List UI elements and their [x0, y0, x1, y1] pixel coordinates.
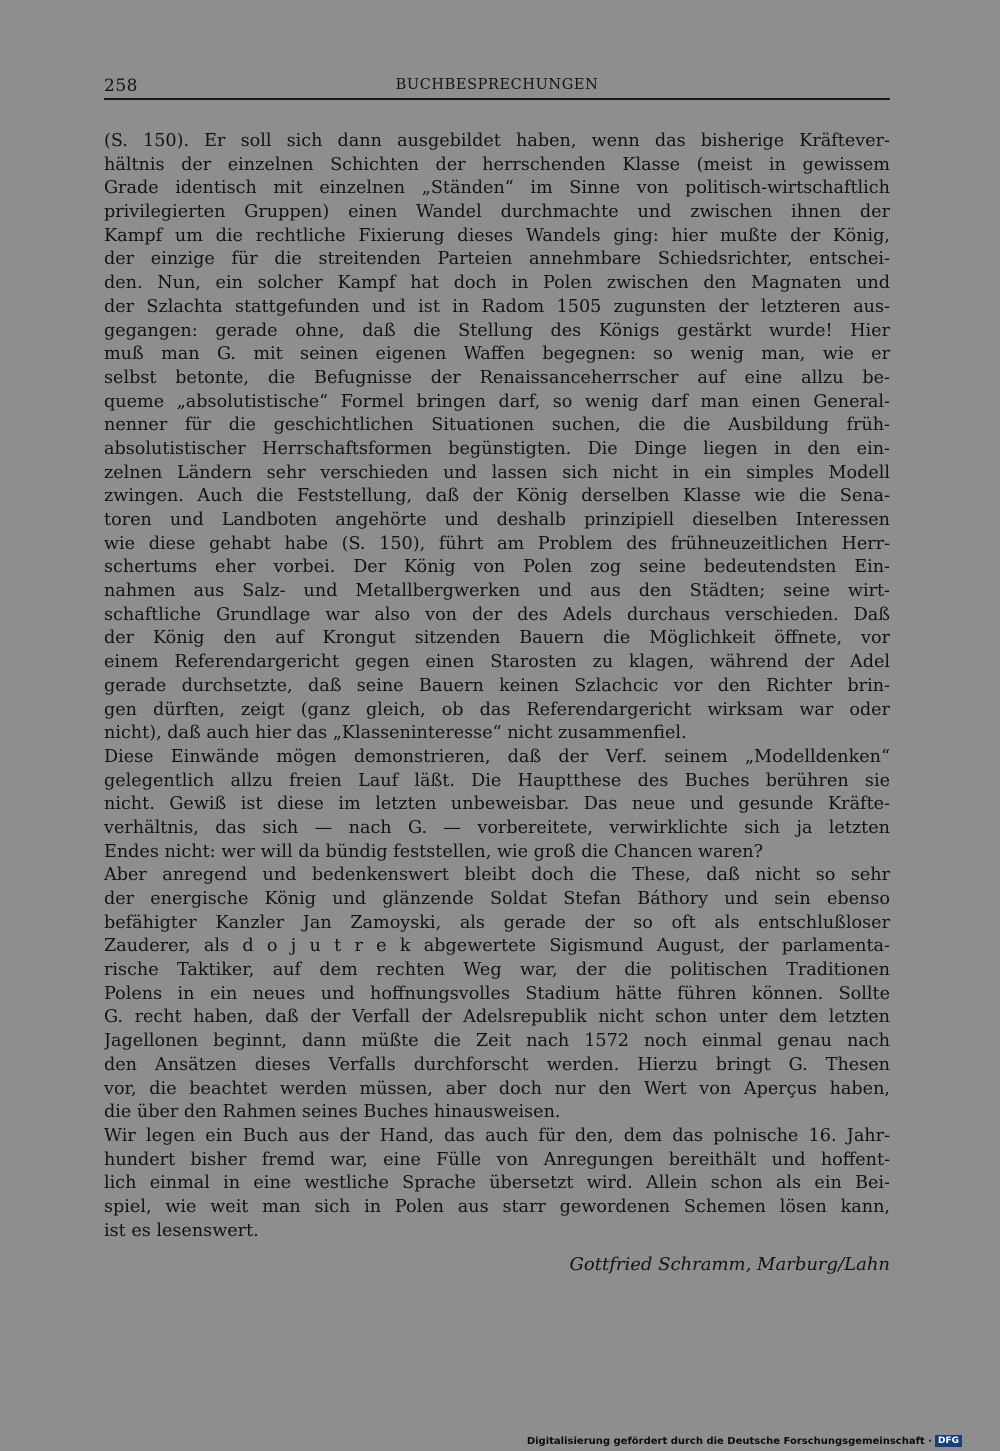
text-line: der energische König und glänzende Soldat Stefan Báthory und sein ebenso — [104, 889, 890, 909]
text-line: hundert bisher fremd war, eine Fülle von Anregungen bereithält und hoffent- — [104, 1149, 890, 1170]
digitization-footer — [527, 1435, 962, 1447]
text-line: nicht), daß auch hier das „Klasseninteresse“ nicht zusammenfiel. — [104, 723, 687, 744]
text-line: lich einmal in eine westliche Sprache übersetzt wird. Allein schon als ein Bei- — [104, 1173, 890, 1194]
reviewer-signature: Gottfried Schramm, Marburg/Lahn — [569, 1254, 890, 1275]
text-line: gen dürften, zeigt (ganz gleich, ob das Referendargericht wirksam war oder — [104, 699, 890, 720]
text-line: den Ansätzen dieses Verfalls durchforscht werden. Hierzu bringt G. Thesen — [104, 1054, 890, 1075]
text-line: ist es lesenswert. — [104, 1220, 259, 1241]
text-line: der einzige für die streitenden Parteien annehmbare Schiedsrichter, entschei- — [104, 249, 890, 270]
text-line: Zauderer, als d o j u t r e k abgewertete Sigismund August, der parlamenta- — [104, 936, 890, 957]
text-line: gelegentlich allzu freien Lauf läßt. Die Hauptthese des Buches berühren sie — [104, 770, 890, 791]
text-line: absolutistischer Herrschaftsformen begünstigten. Die Dinge liegen in den ein- — [104, 438, 890, 459]
text-line: nicht. Gewiß ist diese im letzten unbeweisbar. Das neue und gesunde Kräfte- — [104, 794, 890, 815]
text-line: zwingen. Auch die Feststellung, daß der König derselben Klasse wie die Sena- — [104, 486, 890, 507]
text-line: schaftliche Grundlage war also von der des Adels durchaus verschieden. Daß — [104, 604, 890, 625]
text-line: Diese Einwände mögen demonstrieren, daß der Verf. seinem „Modelldenken“ — [104, 746, 890, 767]
text-line: gerade durchsetzte, daß seine Bauern keinen Szlachcic vor den Richter brin- — [104, 675, 890, 696]
page-header — [104, 76, 890, 100]
text-line: einem Referendargericht gegen einen Starosten zu klagen, während der Adel — [104, 652, 890, 673]
text-line: Polens in ein neues und hoffnungsvolles Stadium hätte führen können. Sollte — [104, 983, 890, 1004]
footer-credit: Digitalisierung gefördert durch die Deutsche Forschungsgemeinschaft · — [526, 1435, 932, 1447]
text-line: verhältnis, das sich — nach G. — vorbereitete, verwirklichte sich ja letzten — [104, 817, 890, 838]
text-line: Jagellonen beginnt, dann müßte die Zeit nach 1572 noch einmal genau nach — [104, 1031, 890, 1052]
text-line: die über den Rahmen seines Buches hinausweisen. — [104, 1102, 561, 1123]
text-line: hältnis der einzelnen Schichten der herrschenden Klasse (meist in gewissem — [104, 154, 890, 175]
text-line: toren und Landboten angehörte und deshalb prinzipiell dieselben Interessen — [104, 510, 890, 530]
text-line: befähigter Kanzler Jan Zamoyski, als gerade der so oft als entschlußloser — [104, 912, 890, 933]
text-line: selbst betonte, die Befugnisse der Renaissanceherrscher auf eine allzu be- — [104, 367, 890, 388]
review-body-text — [104, 130, 890, 1243]
text-line: zelnen Ländern sehr verschieden und lassen sich nicht in ein simples Modell — [104, 462, 890, 483]
text-line: der Szlachta stattgefunden und ist in Radom 1505 zugunsten der letzteren aus- — [104, 296, 890, 317]
text-line: privilegierten Gruppen) einen Wandel durchmachte und zwischen ihnen der — [104, 202, 890, 223]
text-line: (S. 150). Er soll sich dann ausgebildet haben, wenn das bisherige Kräftever- — [104, 131, 890, 151]
running-head: BUCHBESPRECHUNGEN — [395, 77, 599, 93]
text-line: der König den auf Krongut sitzenden Bauern die Möglichkeit öffnete, vor — [104, 628, 890, 649]
text-line: rische Taktiker, auf dem rechten Weg war, der die politischen Traditionen — [104, 960, 890, 981]
text-line: nenner für die geschichtlichen Situationen suchen, die die Ausbildung früh- — [104, 415, 890, 436]
text-line: schertums eher vorbei. Der König von Polen zog seine bedeutendsten Ein- — [104, 557, 890, 578]
page-number: 258 — [104, 76, 138, 96]
text-line: Kampf um die rechtliche Fixierung dieses Wandels ging: hier mußte der König, — [104, 225, 890, 246]
text-line: spiel, wie weit man sich in Polen aus starr gewordenen Schemen lösen kann, — [104, 1196, 890, 1217]
dfg-logo: DFG — [935, 1435, 962, 1447]
text-line: Grade identisch mit einzelnen „Ständen“ im Sinne von politisch-wirtschaftlich — [104, 178, 890, 199]
text-line: nahmen aus Salz- und Metallbergwerken und aus den Städten; seine wirt- — [104, 581, 890, 602]
text-line: muß man G. mit seinen eigenen Waffen begegnen: so wenig man, wie er — [104, 344, 890, 365]
text-line: vor, die beachtet werden müssen, aber doch nur den Wert von Aperçus haben, — [104, 1078, 890, 1099]
text-line: Aber anregend und bedenkenswert bleibt doch die These, daß nicht so sehr — [104, 865, 890, 886]
text-line: gegangen: gerade ohne, daß die Stellung des Königs gestärkt wurde! Hier — [104, 320, 890, 341]
text-line: den. Nun, ein solcher Kampf hat doch in Polen zwischen den Magnaten und — [104, 273, 890, 294]
text-line: wie diese gehabt habe (S. 150), führt am Problem des frühneuzeitlichen Herr- — [104, 533, 890, 554]
text-line: Endes nicht: wer will da bündig feststellen, wie groß die Chancen waren? — [104, 841, 764, 862]
text-line: Wir legen ein Buch aus der Hand, das auch für den, dem das polnische 16. Jahr- — [104, 1125, 890, 1146]
text-line: queme „absolutistische“ Formel bringen darf, so wenig darf man einen General- — [104, 391, 890, 412]
text-line: G. recht haben, daß der Verfall der Adelsrepublik nicht schon unter dem letzten — [104, 1007, 890, 1028]
